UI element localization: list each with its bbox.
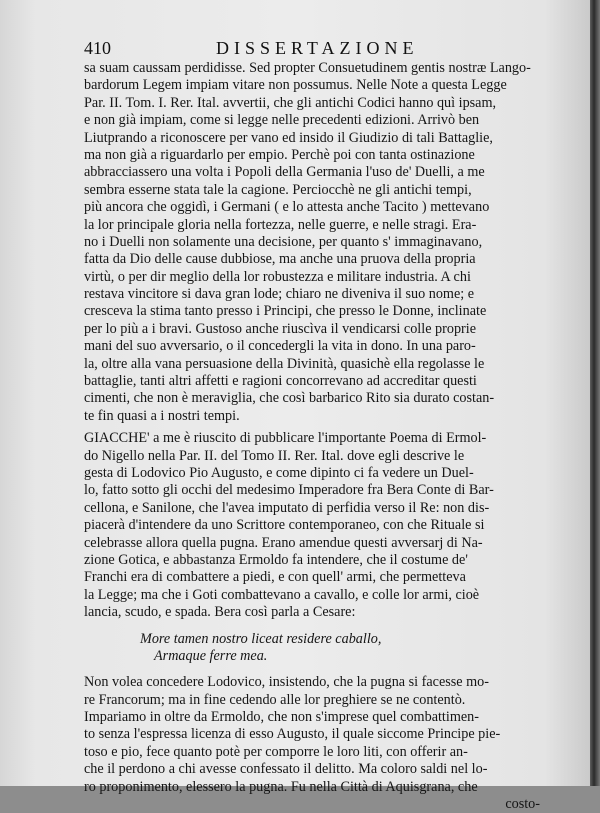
text-line: la, oltre alla vana persuasione della Divinità, quasichè ella regolasse le [84,355,485,372]
book-spine-edge [590,0,600,786]
verse-line: Armaque ferre mea. [154,647,268,664]
verse-quotation [84,631,554,666]
text-line: toso e pio, fece quanto potè per comporre le loro liti, con offerir an- [84,743,468,760]
text-line: Par. II. Tom. I. Rer. Ital. avvertii, che gli antichi Codici hanno quì ipsam, [84,94,497,111]
text-line: bardorum Legem impiam vitare non possumus. Nelle Note a questa Legge [84,77,507,94]
paragraph-1 [84,60,554,425]
text-line: sa suam caussam perdidisse. Sed propter Consuetudinem gentis nostræ Lango- [84,60,531,76]
text-line: la lor principale gloria nella fortezza, nelle guerre, e nelle stragi. Era- [84,216,477,233]
text-line: fatta da Dio delle cause dubbiose, ma anche una pruova della propria [84,251,476,268]
running-title: DISSERTAZIONE [216,38,419,58]
text-line: Franchi era di combattere a piedi, e con quell' armi, che permetteva [84,569,466,586]
text-line: zione Gotica, e abbastanza Ermoldo fa intendere, che il costume de' [84,551,468,568]
text-line: do Nigello nella Par. II. del Tomo II. Rer. Ital. dove egli descrive le [84,447,465,464]
text-line: cresceva la stima tanto presso i Principi, che presso le Donne, inclinate [84,303,487,320]
text-line: abbracciassero una volta i Popoli della Germania l'uso de' Duelli, a me [84,164,485,181]
text-line: Non volea concedere Lodovico, insistendo, che la pugna si facesse mo- [84,674,489,691]
text-line: re Francorum; ma in fine cedendo alle lor preghiere se ne contentò. [84,691,466,708]
text-line: ro proponimento, elessero la pugna. Fu nella Città di Aquisgrana, che [84,778,478,795]
text-line: virtù, o per dir meglio della lor robustezza e militare industria. A chi [84,268,471,285]
text-line: gesta di Lodovico Pio Augusto, e come dipinto ci fa vedere un Duel- [84,464,474,481]
body-text [84,60,554,813]
text-line: e non già impiam, come si legge nelle precedenti edizioni. Arrivò ben [84,112,480,129]
text-line: piacerà d'intendere da uno Scrittore contemporaneo, con che Rituale si [84,517,485,534]
text-line: battaglie, tanti altri affetti e ragioni concorrevano ad accreditar questi [84,373,477,390]
text-line: mani del suo avversario, o il concedergli la vita in dono. In una paro- [84,338,476,355]
text-line: celebrasse allora quella pugna. Erano amendue questi avversarj di Na- [84,534,483,551]
page-header [84,38,550,62]
text-line: lancia, scudo, e spada. Bera così parla a Cesare: [84,604,356,621]
text-line: che il perdono a chi avesse confessato il delitto. Ma coloro saldi nel lo- [84,761,488,778]
text-line: cellona, e Sanilone, che l'avea imputato di perfidia verso il Re: non dis- [84,499,490,516]
page-number: 410 [84,38,111,58]
text-line: no i Duelli non solamente una decisione, per quanto s' immaginavano, [84,233,483,250]
text-line: lo, fatto sotto gli occhi del medesimo Imperadore fra Bera Conte di Bar- [84,482,494,499]
text-line: ma non già a riguardarlo per empio. Perchè poi con tanta ostinazione [84,146,475,163]
text-line: sembra esserne stata tale la cagione. Perciocchè ne gli antichi tempi, [84,181,472,198]
text-line: to senza l'espressa licenza di esso Augusto, il quale siccome Principe pie- [84,726,501,743]
catchword: costo- [505,796,540,813]
text-line: Impariamo in oltre da Ermoldo, che non s'imprese quel combattimen- [84,709,479,726]
text-line: Liutprando a riconoscere per vano ed insido il Giudizio di tali Battaglie, [84,129,493,146]
paragraph-3 [84,674,554,813]
text-line: per lo più a i bravi. Gustoso anche riuscìva il vendicarsi colle proprie [84,320,477,337]
text-line: GIACCHE' a me è riuscito di pubblicare l'importante Poema di Ermol- [84,430,487,447]
text-line: te fin quasi a i nostri tempi. [84,407,240,424]
paragraph-2 [84,430,554,621]
verse-line: More tamen nostro liceat residere caballo, [140,630,382,647]
text-line: restava vincitore si dava gran lode; chiaro ne diveniva il suo nome; e [84,286,475,303]
text-line: la Legge; ma che i Goti combattevano a cavallo, e colle lor armi, cioè [84,586,480,603]
text-line: più ancora che oggidì, i Germani ( e lo attesta anche Tacito ) mettevano [84,199,490,216]
text-line: cimenti, che non è meraviglia, che così barbarico Rito sia durato costan- [84,390,495,407]
